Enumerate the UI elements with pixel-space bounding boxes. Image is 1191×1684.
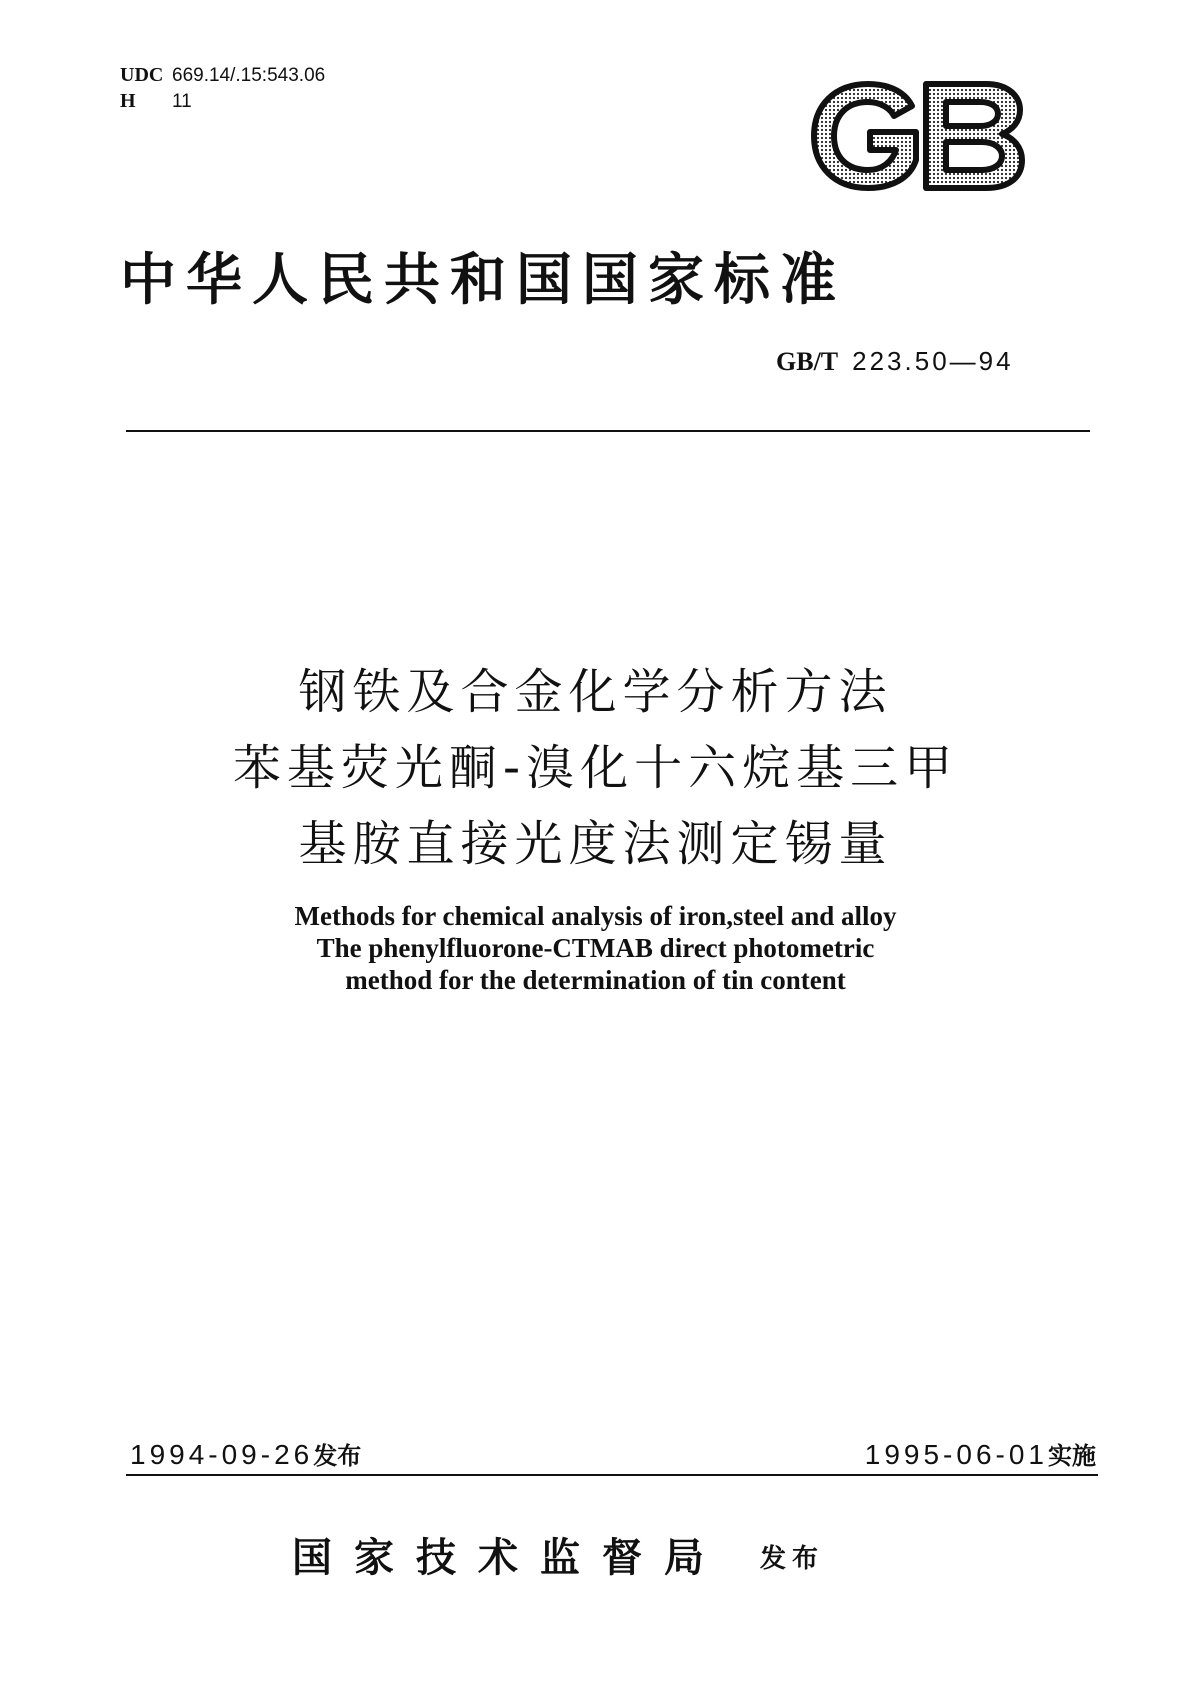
gb-logo-icon (808, 80, 1026, 192)
udc-value: 669.14/.15:543.06 (172, 65, 326, 86)
issued-date-block (130, 1436, 361, 1471)
classification-block (120, 62, 325, 114)
chinese-title-line-3: 基胺直接光度法测定锡量 (298, 816, 893, 872)
issuing-authority: 国家技术监督局 (292, 1534, 726, 1581)
national-standard-title: 中华人民共和国国家标准 (120, 247, 846, 313)
english-title-line-2: The phenylfluorone-CTMAB direct photometric (316, 933, 875, 963)
standard-prefix: GB/T (776, 347, 839, 376)
class-line (120, 88, 325, 114)
bottom-divider (126, 1474, 1098, 1476)
english-title-line-3: method for the determination of tin content (345, 965, 846, 995)
english-title-line-1: Methods for chemical analysis of iron,steel and alloy (294, 901, 897, 931)
english-title (0, 900, 1191, 996)
class-label: H (120, 90, 136, 112)
chinese-title-line-1: 钢铁及合金化学分析方法 (298, 664, 893, 720)
issued-label: 发布 (313, 1442, 362, 1470)
class-value: 11 (172, 91, 192, 112)
issued-date: 1994-09-26 (130, 1439, 314, 1470)
udc-label: UDC (120, 64, 164, 86)
effective-date-block (865, 1436, 1096, 1471)
chinese-title (0, 654, 1191, 882)
publish-label: 发布 (760, 1544, 825, 1574)
effective-label: 实施 (1048, 1442, 1096, 1470)
standard-number: 223.50—94 (852, 346, 1014, 376)
top-divider (126, 430, 1090, 432)
chinese-title-line-2: 苯基荧光酮-溴化十六烷基三甲 (232, 740, 959, 796)
issuer-row (292, 1526, 824, 1583)
standard-code (776, 346, 1014, 377)
date-row (126, 1436, 1096, 1472)
effective-date: 1995-06-01 (864, 1439, 1048, 1470)
udc-line (120, 62, 325, 88)
